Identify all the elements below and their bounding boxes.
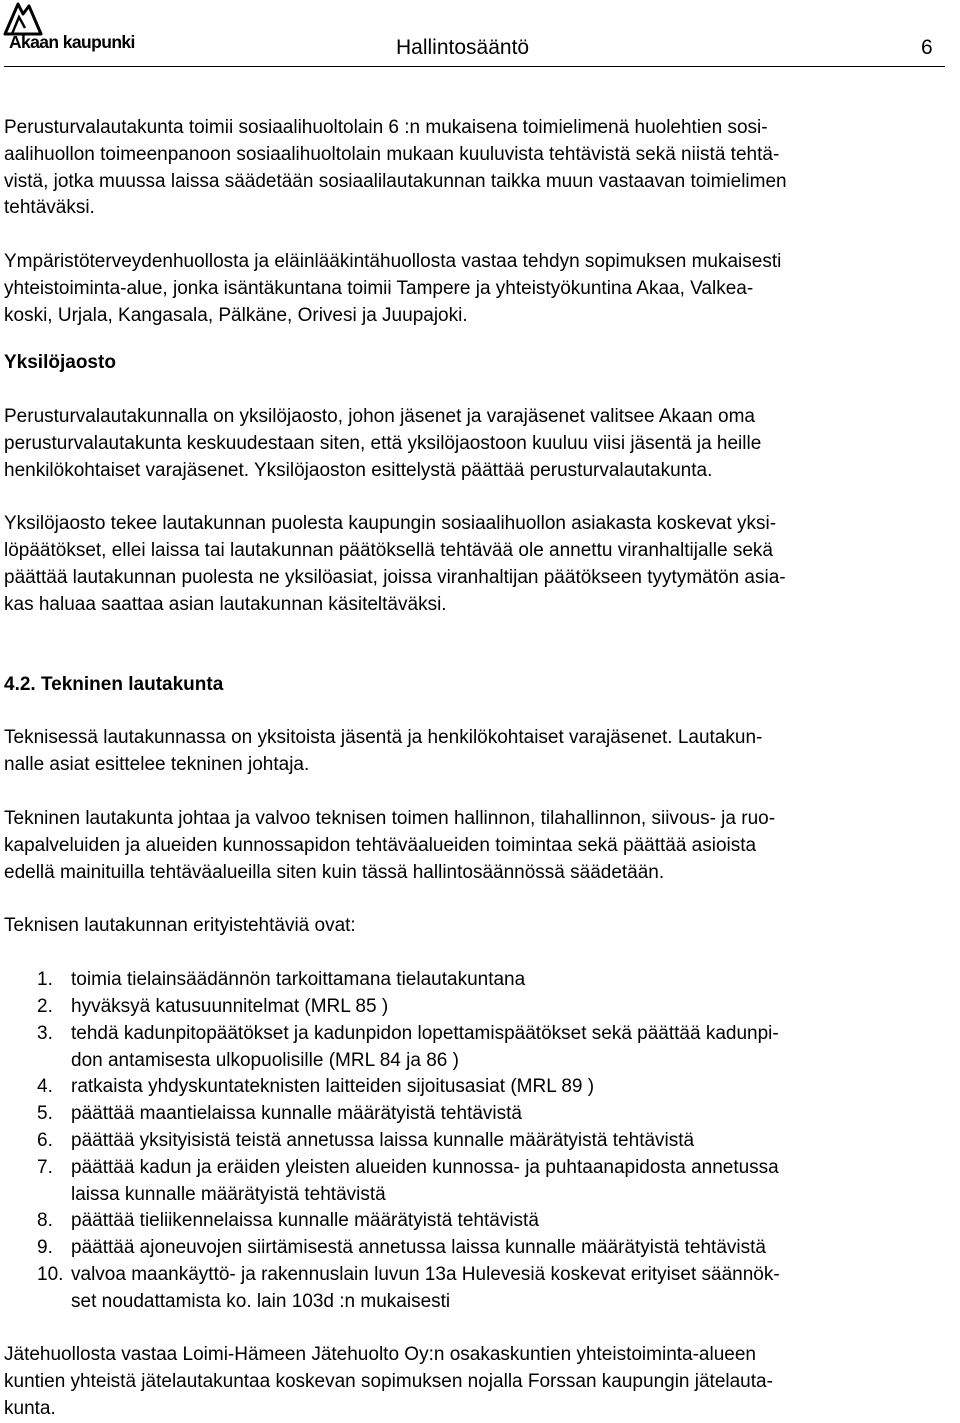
text-line: Teknisessä lautakunnassa on yksitoista jäsentä ja henkilökohtaiset varajäsenet. Lautakun- (4, 727, 763, 749)
text-line: löpäätökset, ellei laissa tai lautakunnan päätöksellä tehtävää ole annettu viranhaltijalle sekä (4, 540, 773, 562)
task-list-item (4, 1262, 956, 1316)
text-line: perusturvalautakunta keskuudestaan siten, että yksilöjaostoon kuuluu viisi jäsentä ja heille (4, 432, 762, 454)
text-line: päättää lautakunnan puolesta ne yksilöasiat, joissa viranhaltijan päätökseen tyytymätön asia- (4, 566, 786, 588)
paragraph-perusturvalautakunta (4, 115, 956, 222)
text-line: Yksilöjaosto tekee lautakunnan puolesta kaupungin sosiaalihuollon asiakasta koskevat yksi- (4, 513, 777, 535)
akaa-logo (3, 2, 183, 58)
text-line: kunta. (4, 1398, 56, 1420)
paragraph-tekninen-kokoonpano (4, 725, 956, 779)
paragraph-ymparistoterveydenhuolto (4, 249, 956, 329)
text-line: kuntien yhteistä jätelautakuntaa koskevan sopimuksen nojalla Forssan kaupungin jätelauta- (4, 1371, 773, 1393)
task-text: toimia tielainsäädännön tarkoittamana tielautakuntana (71, 969, 526, 991)
task-text: ratkaista yhdyskuntateknisten laitteiden sijoitusasiat (MRL 89 ) (71, 1076, 595, 1098)
task-number: 5. (37, 1103, 53, 1125)
task-text: päättää yksityisistä teistä annetussa laissa kunnalle määrätyistä tehtävistä (71, 1129, 695, 1151)
text-line: yhteistoiminta-alue, jonka isäntäkuntana toimii Tampere ja yhteistyökuntina Akaa, Valkea- (4, 277, 754, 299)
text-line: Perusturvalautakunta toimii sosiaalihuoltolain 6 :n mukaisena toimielimenä huolehtien sosi- (4, 117, 768, 138)
task-number: 2. (37, 995, 53, 1017)
task-list-item (4, 1235, 956, 1262)
task-text: hyväksyä katusuunnitelmat (MRL 85 ) (71, 995, 389, 1017)
task-list-item (4, 1074, 956, 1101)
text-line: Ympäristöterveydenhuollosta ja eläinlääkintähuollosta vastaa tehdyn sopimuksen mukaisesti (4, 250, 782, 272)
text-line: Jätehuollosta vastaa Loimi-Hämeen Jätehuolto Oy:n osakaskuntien yhteistoiminta-alueen (4, 1344, 756, 1366)
paragraph-yksilojaosto-kokoonpano (4, 404, 956, 484)
paragraph-tekninen-tehtavat (4, 806, 956, 886)
header-divider (4, 66, 945, 67)
paragraph-yksilojaosto-tehtavat (4, 511, 956, 618)
task-text: päättää maantielaissa kunnalle määrätyistä tehtävistä (71, 1103, 522, 1125)
task-text: set noudattamista ko. lain 103d :n mukaisesti (71, 1290, 451, 1312)
task-text: päättää ajoneuvojen siirtämisestä annetussa laissa kunnalle määrätyistä tehtävistä (71, 1237, 766, 1259)
document-title: Hallintosääntö (396, 36, 530, 59)
task-number: 10. (37, 1263, 64, 1285)
task-number: 9. (37, 1237, 53, 1259)
task-text: laissa kunnalle määrätyistä tehtävistä (71, 1183, 386, 1205)
task-text: päättää tieliikennelaissa kunnalle määrätyistä tehtävistä (71, 1210, 539, 1232)
task-list-item (4, 967, 956, 994)
page-number: 6 (921, 36, 933, 59)
task-list-item (4, 1128, 956, 1155)
task-number: 7. (37, 1156, 53, 1178)
text-line: vistä, jotka muussa laissa säädetään sosiaalilautakunnan taikka muun vastaavan toimielimen (4, 170, 787, 192)
special-tasks-list (4, 967, 956, 1315)
logo-text: Akaan kaupunki (9, 32, 135, 52)
task-text: tehdä kadunpitopäätökset ja kadunpidon lopettamispäätökset sekä päättää kadunpi- (71, 1022, 779, 1044)
paragraph-jatehuolto (4, 1342, 956, 1422)
text-line: henkilökohtaiset varajäsenet. Yksilöjaoston esittelystä päättää perusturvalautakunta. (4, 459, 713, 481)
text-line: aalihuollon toimeenpanoon sosiaalihuoltolain mukaan kuuluvista tehtävistä sekä niistä tehtä- (4, 143, 780, 165)
task-list-item (4, 1021, 956, 1075)
page-header (0, 0, 960, 64)
task-list-item (4, 1208, 956, 1235)
task-list-item (4, 1101, 956, 1128)
document-body (4, 115, 956, 1423)
task-text: valvoa maankäyttö- ja rakennuslain luvun 13a Hulevesiä koskevat erityiset säännök- (71, 1263, 780, 1285)
task-list-item (4, 994, 956, 1021)
task-number: 8. (37, 1210, 53, 1232)
text-line: Tekninen lautakunta johtaa ja valvoo teknisen toimen hallinnon, tilahallinnon, siivous- ja ruo- (4, 807, 776, 829)
task-number: 6. (37, 1129, 53, 1151)
text-line: tehtäväksi. (4, 197, 95, 219)
task-number: 4. (37, 1076, 53, 1098)
task-list-item (4, 1155, 956, 1209)
task-number: 3. (37, 1022, 53, 1044)
paragraph-erityistehtavat-intro: Teknisen lautakunnan erityistehtäviä ovat: (4, 915, 356, 937)
section-heading-tekninen-lautakunta: 4.2. Tekninen lautakunta (4, 673, 224, 695)
section-heading-yksilojaosto: Yksilöjaosto (4, 352, 116, 374)
text-line: nalle asiat esittelee tekninen johtaja. (4, 754, 310, 776)
task-number: 1. (37, 969, 53, 991)
akaa-logo-icon (3, 2, 43, 36)
text-line: Perusturvalautakunnalla on yksilöjaosto, johon jäsenet ja varajäsenet valitsee Akaan oma (4, 406, 755, 428)
text-line: kapalveluiden ja alueiden kunnossapidon tehtäväalueiden toimintaa sekä päättää asioista (4, 834, 757, 856)
task-text: don antamisesta ulkopuolisille (MRL 84 ja 86 ) (71, 1049, 459, 1071)
text-line: edellä mainituilla tehtäväalueilla siten kuin tässä hallintosäännössä säädetään. (4, 861, 665, 883)
text-line: kas haluaa saattaa asian lautakunnan käsiteltäväksi. (4, 593, 447, 615)
task-text: päättää kadun ja eräiden yleisten alueiden kunnossa- ja puhtaanapidosta annetussa (71, 1156, 779, 1178)
text-line: koski, Urjala, Kangasala, Pälkäne, Orivesi ja Juupajoki. (4, 304, 468, 326)
